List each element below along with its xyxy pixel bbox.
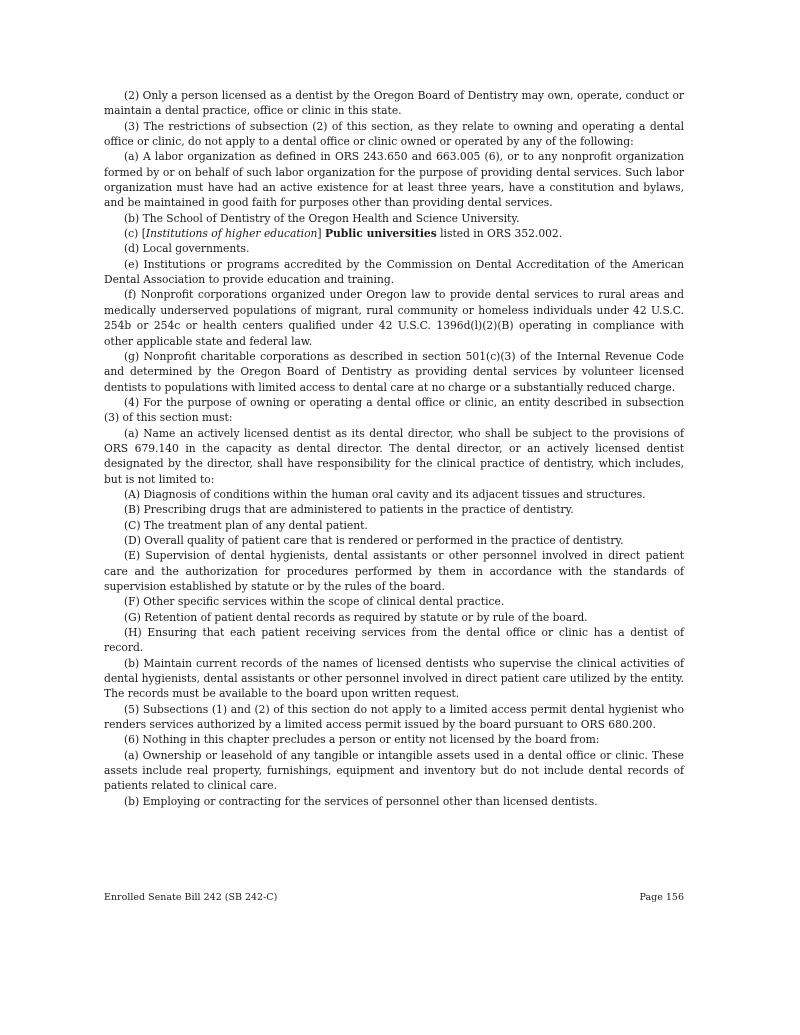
paragraph-4a-A-diagnosis: (A) Diagnosis of conditions within the human oral cavity and its adjacent tissues and structures. [124, 487, 646, 501]
paragraph-4a-C-treatment-plan: (C) The treatment plan of any dental patient. [124, 518, 368, 532]
statute-text [104, 88, 684, 809]
paragraph-3c-public-universities [104, 226, 684, 241]
paragraph-4a-E-supervision: (E) Supervision of dental hygienists, dental assistants or other personnel involved in direct patient care and the authorization for procedures performed by them in accordance with the standards of supervision established by statute or by the rules of the board. [104, 549, 684, 593]
bill-identifier: Enrolled Senate Bill 242 (SB 242-C) [104, 892, 278, 903]
paragraph-4b-maintain-records: (b) Maintain current records of the names of licensed dentists who supervise the clinical activities of dental hygienists, dental assistants or other personnel involved in direct patient care utilized by the entity. The records must be available to the board upon written request. [104, 656, 684, 701]
deleted-text: Institutions of higher education [145, 227, 318, 241]
para-c-suffix: listed in ORS 352.002. [436, 227, 563, 241]
paragraph-3e-accredited-institutions: (e) Institutions or programs accredited by the Commission on Dental Accreditation of the American Dental Association to provide education and training. [104, 257, 684, 287]
paragraph-6-non-licensed-entities: (6) Nothing in this chapter precludes a person or entity not licensed by the board from: [124, 733, 600, 747]
page-number: Page 156 [639, 892, 684, 903]
paragraph-3d-local-governments: (d) Local governments. [124, 242, 250, 256]
paragraph-4a-F-other-services: (F) Other specific services within the scope of clinical dental practice. [124, 595, 505, 609]
paragraph-4a-B-prescribing: (B) Prescribing drugs that are administered to patients in the practice of dentistry. [124, 503, 574, 517]
paragraph-3b-school-of-dentistry: (b) The School of Dentistry of the Oregon Health and Science University. [124, 211, 520, 225]
paragraph-3g-charitable-corporations: (g) Nonprofit charitable corporations as described in section 501(c)(3) of the Internal Revenue Code and determined by the Oregon Board of Dentistry as providing dental services by volunteer licensed dentists to populations with limited access to dental care at no charge or a substantially reduced charge. [104, 349, 684, 394]
paragraph-2-sole-dentist-ownership: (2) Only a person licensed as a dentist by the Oregon Board of Dentistry may own, operate, conduct or maintain a dental practice, office or clinic in this state. [104, 89, 684, 118]
paragraph-4-entity-requirements: (4) For the purpose of owning or operating a dental office or clinic, an entity described in subsection (3) of this section must: [104, 395, 684, 425]
paragraph-5-limited-access-permit: (5) Subsections (1) and (2) of this section do not apply to a limited access permit dental hygienist who renders services authorized by a limited access permit issued by the board pursuant to ORS 680.200. [104, 702, 684, 732]
inserted-text: Public universities [324, 227, 437, 241]
paragraph-3-restriction-exceptions: (3) The restrictions of subsection (2) of this section, as they relate to owning and operating a dental office or clinic, do not apply to a dental office or clinic owned or operated by any of the following: [104, 119, 684, 149]
paragraph-4a-H-dentist-of-record: (H) Ensuring that each patient receiving services from the dental office or clinic has a dentist of record. [104, 626, 684, 655]
paragraph-4a-D-quality: (D) Overall quality of patient care that is rendered or performed in the practice of dentistry. [124, 533, 624, 547]
para-c-bracket: ] [317, 227, 325, 241]
paragraph-6b-employing-personnel: (b) Employing or contracting for the services of personnel other than licensed dentists. [124, 794, 598, 808]
paragraph-4a-G-records-retention: (G) Retention of patient dental records as required by statute or by rule of the board. [124, 610, 588, 624]
para-c-prefix: (c) [ [124, 227, 146, 241]
paragraph-3f-nonprofit-corporations: (f) Nonprofit corporations organized under Oregon law to provide dental services to rural areas and medically underserved populations of migrant, rural community or homeless individuals under 42 U.S.C. 254b or 254c or health centers qualified under 42 U.S.C. 1396d(l)(2)(B) operating in compliance with other applicable state and federal law. [104, 288, 684, 348]
paragraph-6a-ownership-assets: (a) Ownership or leasehold of any tangible or intangible assets used in a dental office or clinic. These assets include real property, furnishings, equipment and inventory but do not include dental records of patients related to clinical care. [104, 748, 684, 793]
paragraph-4a-dental-director: (a) Name an actively licensed dentist as its dental director, who shall be subject to the provisions of ORS 679.140 in the capacity as dental director. The dental director, or an actively licensed dentist designated by the director, shall have responsibility for the clinical practice of dentistry, which includes, but is not limited to: [104, 426, 684, 486]
paragraph-3a-labor-organization: (a) A labor organization as defined in ORS 243.650 and 663.005 (6), or to any nonprofit organization formed by or on behalf of such labor organization for the purpose of providing dental services. Such labor organization must have had an active existence for at least three years, have a constitution and bylaws, and be maintained in good faith for purposes other than providing dental services. [104, 150, 684, 210]
page-footer [104, 892, 684, 903]
